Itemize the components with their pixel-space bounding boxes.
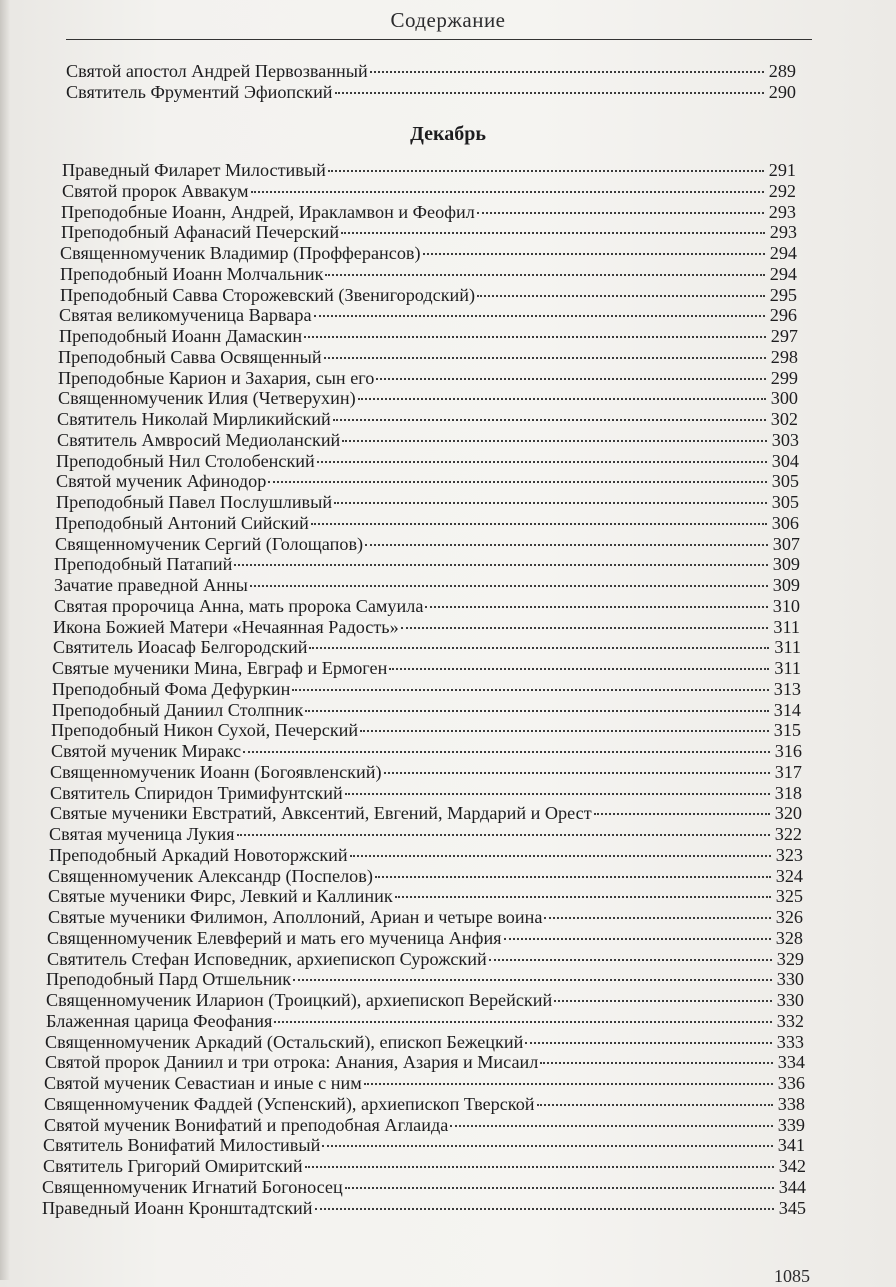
toc-entry-page: 338: [777, 1093, 805, 1114]
toc-entry-page: 341: [777, 1135, 805, 1156]
dot-leader: [251, 191, 764, 193]
toc-entry-page: 328: [775, 927, 803, 948]
toc-entry-title: Святитель Николай Мирликийский: [57, 409, 331, 429]
dot-leader: [370, 71, 764, 73]
toc-entry-title: Священномученик Игнатий Богоносец: [42, 1176, 343, 1197]
toc-entry-page: 295: [769, 284, 797, 305]
toc-entry: [46, 969, 804, 989]
dot-leader: [333, 419, 766, 421]
toc-entry: [48, 907, 803, 927]
toc-entry: [52, 700, 801, 720]
dot-leader: [525, 1042, 772, 1044]
dot-leader: [389, 668, 769, 670]
dot-leader: [250, 585, 768, 587]
toc-entry-title: Святой мученик Миракс: [51, 741, 242, 761]
toc-entry: [49, 845, 803, 865]
toc-entry-title: Святая великомученица Варвара: [59, 305, 312, 326]
dot-leader: [335, 92, 764, 94]
toc-entry-page: 300: [770, 388, 798, 409]
dot-leader: [305, 1166, 774, 1168]
toc-entry-title: Преподобный Савва Сторожевский (Звенигородский): [60, 284, 476, 305]
dot-leader: [237, 834, 770, 836]
toc-entry-title: Преподобный Фома Дефуркин: [52, 678, 291, 699]
toc-entry: [66, 61, 796, 81]
toc-entry-title: Преподобные Карион и Захария, сын его: [58, 367, 375, 388]
toc-entry-title: Преподобный Иоанн Дамаскин: [59, 326, 303, 346]
toc-entry: [54, 554, 800, 574]
toc-entry: [48, 866, 803, 886]
toc-entry: [43, 1135, 805, 1155]
dot-leader: [315, 1208, 774, 1210]
toc-entry-title: Святитель Фрументий Эфиопский: [66, 82, 333, 102]
toc-entry: [60, 285, 797, 305]
toc-entry-title: Святой мученик Афинодор: [56, 471, 267, 492]
toc-entry: [50, 803, 802, 823]
section-title: Декабрь: [410, 123, 486, 145]
toc-entry-title: Преподобный Пард Отшельник: [46, 969, 292, 990]
toc-entry-page: 305: [771, 471, 799, 492]
toc-entry-page: 311: [773, 616, 800, 637]
toc-entry: [61, 202, 796, 222]
dot-leader: [554, 1000, 772, 1002]
dot-leader: [322, 1145, 773, 1147]
toc-entry-title: Святой мученик Вонифатий и преподобная Аглаида: [44, 1114, 449, 1135]
toc-entry-page: 309: [772, 575, 800, 595]
running-head: Содержание: [390, 8, 506, 32]
toc-entry: [58, 388, 798, 408]
toc-entry: [47, 949, 804, 969]
toc-entry: [55, 513, 799, 533]
toc-entry-title: Святитель Григорий Омиритский: [43, 1156, 303, 1176]
toc-entry-page: 329: [776, 948, 804, 969]
toc-entry-page: 306: [771, 512, 799, 533]
toc-entry-title: Священномученик Илия (Четверухин): [58, 388, 356, 409]
toc-entry-title: Зачатие праведной Анны: [54, 575, 248, 595]
dot-leader: [384, 772, 771, 774]
toc-entry: [42, 1177, 806, 1197]
toc-entry-title: Преподобный Антоний Сийский: [55, 512, 309, 533]
dot-leader: [325, 274, 765, 276]
toc-entry: [52, 679, 801, 699]
toc-entry-page: 293: [769, 222, 797, 243]
toc-entry-page: 294: [769, 243, 797, 263]
dot-leader: [376, 378, 766, 380]
toc-entry-title: Преподобный Павел Послушливый: [56, 492, 333, 512]
toc-entry-page: 316: [774, 741, 802, 761]
toc-entry: [45, 1032, 804, 1052]
dot-leader: [504, 938, 771, 940]
toc-entry-page: 310: [772, 595, 800, 616]
toc-entry-page: 320: [774, 803, 802, 824]
toc-entry-page: 292: [768, 180, 796, 201]
toc-entry-page: 307: [772, 533, 800, 554]
toc-entry-title: Святой апостол Андрей Первозванный: [66, 61, 368, 81]
toc-entry-title: Преподобный Нил Столобенский: [56, 450, 315, 471]
dot-leader: [395, 896, 771, 898]
toc-entry-title: Священномученик Аркадий (Остальский), епископ Бежецкий: [45, 1031, 524, 1052]
dot-leader: [274, 1021, 772, 1023]
toc-entry-title: Святой пророк Даниил и три отрока: Анания, Азария и Мисаил: [45, 1052, 539, 1073]
toc-entry-page: 289: [768, 61, 796, 81]
toc-entry-page: 293: [768, 201, 796, 222]
toc-entry: [51, 720, 801, 740]
dot-leader: [450, 1125, 773, 1127]
dot-leader: [537, 1104, 773, 1106]
toc-entry: [56, 451, 799, 471]
toc-entry: [57, 409, 798, 429]
toc-entry-page: 290: [768, 82, 796, 102]
toc-entry: [54, 596, 800, 616]
toc-entry-page: 313: [773, 678, 801, 699]
toc-entry: [49, 824, 802, 844]
dot-leader: [364, 1083, 773, 1085]
toc-entry-page: 334: [777, 1052, 805, 1073]
toc-entry: [48, 886, 803, 906]
toc-entry-title: Преподобный Патапий: [54, 554, 233, 575]
toc-entry: [60, 264, 797, 284]
toc-entry: [59, 305, 797, 325]
toc-entry: [55, 534, 800, 554]
dot-leader: [477, 212, 764, 214]
toc-entry-page: 298: [770, 346, 798, 367]
toc-entry-title: Священномученик Сергий (Голощапов): [55, 533, 364, 554]
dot-leader: [350, 855, 771, 857]
toc-entry: [52, 658, 801, 678]
toc-entry-title: Преподобный Иоанн Молчальник: [60, 263, 324, 284]
toc-entry-page: 311: [774, 637, 801, 658]
dot-leader: [304, 336, 766, 338]
toc-entry-page: 345: [778, 1197, 806, 1218]
toc-entry-title: Священномученик Елевферий и мать его мученица Анфия: [47, 927, 502, 948]
toc-entry: [61, 222, 797, 242]
dot-leader: [401, 627, 768, 629]
toc-entry: [42, 1198, 806, 1218]
toc-entry: [56, 471, 799, 491]
toc-entry: [56, 492, 799, 512]
toc-entry: [58, 368, 798, 388]
toc-entry-page: 323: [775, 844, 803, 865]
toc-entry-page: 336: [777, 1073, 805, 1093]
dot-leader: [268, 481, 767, 483]
toc-entry-title: Праведный Филарет Милостивый: [62, 160, 326, 180]
dot-leader: [489, 959, 772, 961]
toc-entry-page: 344: [778, 1176, 806, 1197]
toc-entry-page: 322: [774, 824, 802, 844]
toc-entry-page: 324: [775, 865, 803, 886]
dot-leader: [540, 1062, 773, 1064]
toc-entry-title: Святитель Амвросий Медиоланский: [57, 429, 341, 450]
dot-leader: [309, 647, 769, 649]
dot-leader: [358, 398, 766, 400]
toc-entry-title: Священномученик Иоанн (Богоявленский): [50, 761, 382, 782]
toc-entry-page: 317: [774, 761, 802, 782]
toc-entry: [47, 928, 803, 948]
toc-entry-page: 339: [777, 1114, 805, 1135]
toc-entry-page: 330: [776, 990, 804, 1010]
toc-entry-title: Блаженная царица Феофания: [46, 1010, 273, 1031]
toc-entry-title: Икона Божией Матери «Нечаянная Радость»: [53, 616, 399, 637]
toc-entry: [45, 1052, 805, 1072]
toc-entry-page: 315: [773, 720, 801, 741]
dot-leader: [342, 440, 767, 442]
toc-entry-title: Преподобный Аркадий Новоторжский: [49, 844, 348, 865]
dot-leader: [317, 461, 767, 463]
dot-leader: [423, 253, 765, 255]
toc-entry-page: 326: [775, 907, 803, 927]
toc-entry: [59, 326, 798, 346]
toc-entry: [66, 82, 796, 102]
toc-entry: [60, 243, 797, 263]
toc-entry-title: Священномученик Александр (Поспелов): [48, 865, 373, 886]
toc-entry-title: Преподобный Афанасий Печерский: [61, 222, 340, 243]
toc-entry-title: Преподобный Даниил Столпник: [52, 699, 304, 720]
toc-entry-page: 304: [771, 450, 799, 471]
toc-entry-title: Преподобный Савва Освященный: [58, 346, 322, 367]
dot-leader: [544, 917, 771, 919]
toc-entry-title: Святые мученики Филимон, Аполлоний, Ариан и четыре воина: [48, 907, 543, 927]
toc-entry-page: 330: [776, 969, 804, 990]
toc-entry-title: Святитель Стефан Исповедник, архиепископ Сурожский: [47, 948, 487, 969]
toc-entry-page: 303: [771, 429, 799, 450]
dot-leader: [292, 689, 769, 691]
toc-entry: [62, 160, 796, 180]
toc-entry: [50, 762, 802, 782]
toc-entry: [44, 1115, 805, 1135]
toc-entry: [43, 1156, 806, 1176]
toc-entry: [44, 1073, 805, 1093]
toc-entry-title: Святые мученики Мина, Евграф и Ермоген: [52, 658, 388, 678]
toc-entry-page: 325: [775, 886, 803, 907]
toc-entry: [53, 617, 800, 637]
toc-entry-page: 305: [771, 492, 799, 512]
toc-entry: [53, 637, 801, 657]
toc-entry: [51, 741, 802, 761]
toc-entry-page: 294: [769, 263, 797, 284]
toc-entry: [44, 1094, 805, 1114]
toc-entry-page: 291: [768, 160, 796, 180]
dot-leader: [305, 710, 769, 712]
toc-entry-page: 332: [776, 1010, 804, 1031]
toc-entry: [50, 783, 802, 803]
toc-entry-title: Святитель Иоасаф Белгородский: [53, 637, 308, 658]
toc-entry-title: Священномученик Иларион (Троицкий), архиепископ Верейский: [46, 990, 553, 1010]
toc-entry-page: 311: [774, 658, 801, 678]
dot-leader: [425, 606, 768, 608]
dot-leader: [345, 793, 770, 795]
dot-leader: [311, 523, 767, 525]
toc-entry-page: 314: [773, 699, 801, 720]
dot-leader: [334, 502, 767, 504]
toc-entry-title: Священномученик Фаддей (Успенский), архиепископ Тверской: [44, 1093, 535, 1114]
dot-leader: [594, 813, 770, 815]
toc-entry-title: Святой мученик Севастиан и иные с ним: [44, 1073, 362, 1093]
toc-entry-title: Святые мученики Евстратий, Авксентий, Евгений, Мардарий и Орест: [50, 803, 592, 824]
page-number: 1085: [774, 1266, 810, 1286]
toc-entry: [57, 430, 799, 450]
dot-leader: [345, 1187, 774, 1189]
dot-leader: [341, 232, 765, 234]
dot-leader: [375, 876, 771, 878]
toc-entry-page: 302: [770, 409, 798, 429]
toc-entry: [46, 1011, 804, 1031]
toc-entry-page: 299: [770, 367, 798, 388]
toc-entry-title: Святой пророк Аввакум: [62, 180, 249, 201]
toc-entry-page: 297: [770, 326, 798, 346]
dot-leader: [234, 564, 768, 566]
toc-entry-title: Преподобный Никон Сухой, Печерский: [51, 720, 359, 741]
dot-leader: [477, 295, 765, 297]
toc-entry-page: 296: [769, 305, 797, 326]
dot-leader: [328, 170, 764, 172]
toc-entry-title: Святитель Вонифатий Милостивый: [43, 1135, 321, 1156]
toc-entry-page: 333: [776, 1031, 804, 1052]
toc-entry-title: Праведный Иоанн Кронштадтский: [42, 1197, 313, 1218]
toc-entry-title: Преподобные Иоанн, Андрей, Иракламвон и Феофил: [61, 201, 475, 222]
dot-leader: [293, 979, 772, 981]
toc-entry-title: Священномученик Владимир (Профферансов): [60, 243, 421, 263]
toc-entry: [58, 347, 798, 367]
toc-entry: [62, 181, 796, 201]
toc-entry-page: 318: [774, 782, 802, 803]
toc-entry-title: Святая мученица Лукия: [49, 824, 235, 844]
dot-leader: [360, 730, 769, 732]
toc-entry: [46, 990, 804, 1010]
dot-leader: [314, 315, 765, 317]
toc-entry-title: Святитель Спиридон Тримифунтский: [50, 782, 343, 803]
toc-entry-page: 342: [778, 1156, 806, 1176]
toc-entry-title: Святые мученики Фирс, Левкий и Каллиник: [48, 886, 393, 907]
dot-leader: [365, 544, 768, 546]
dot-leader: [324, 357, 766, 359]
toc-entry-page: 309: [772, 554, 800, 575]
toc-entry: [54, 575, 800, 595]
toc-entry-title: Святая пророчица Анна, мать пророка Самуила: [54, 595, 424, 616]
dot-leader: [243, 751, 770, 753]
